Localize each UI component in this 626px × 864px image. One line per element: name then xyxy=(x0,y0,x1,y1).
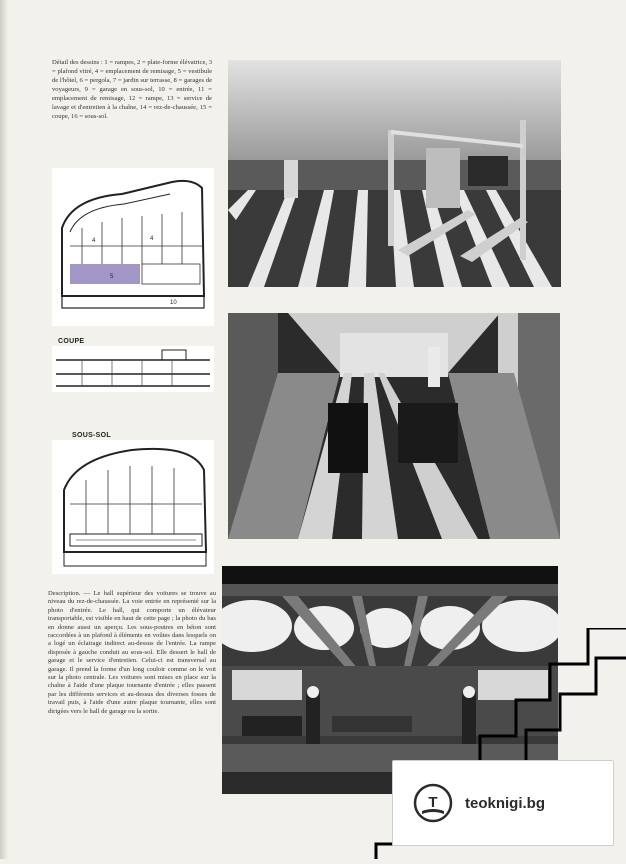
section-label: COUPE xyxy=(58,338,85,345)
badge-site-name: teoknigi.bg xyxy=(465,794,545,812)
basement-plan xyxy=(52,440,214,574)
section-drawing xyxy=(52,346,214,392)
svg-text:5: 5 xyxy=(110,274,114,280)
badge-logo-letter: T xyxy=(428,794,438,811)
svg-text:4: 4 xyxy=(92,238,96,244)
page-binding-edge xyxy=(0,0,8,859)
watermark-badge xyxy=(392,760,614,846)
svg-text:10: 10 xyxy=(170,300,177,306)
description-text: Description. — Le hall supérieur des voitures se trouve au niveau du rez-de-chaussée. La voie entrée en représenté sur la photo d'entrée. Le hall, qui comporte un élévateur transportable, est visible en haut de cette page ; la photo du bas en donne aussi un aperçu. Les sous-poutres en béton sont raccordées à un plafond à éléments en voûtes dans lesquels on a logé un éclairage indirect au-dessus de l'entrée. La rampe disposée à gauche conduit au sous-sol. Elle dessert le hall de garage et le service d'entretien. Celui-ci est transversal au garage. Il prend la forme d'un long couloir comme on le voit sur la photo centrale. Les voitures sont mises en place sur la chaîne à l'aide d'une plaque tournante d'entrée ; elles passent par les différents services et au-dessus des diverses fosses de travail puis, à l'aide d'une autre plaque tournante, elles sont dirigées vers le hall de garage ou la sortie. xyxy=(48,590,216,715)
ground-floor-plan xyxy=(52,168,214,326)
photo-upper-garage-hall xyxy=(228,60,561,287)
drawing-legend-caption: Détail des dessins : 1 = rampes, 2 = plate-forme élévatrice, 3 = plafond vitré, 4 = emplacement de remisage, 5 = vestibule de l'hôtel, 6 = pergola, 7 = jardin sur terrasse, 8 = garages de voyageurs, 9 = garage en sous-sol, 10 = entrée, 11 = emplacement de remisage, 12 = rampe, 13 = service de lavage et d'entretien à la chaîne, 14 = rez-de-chaussée, 15 = coupe, 16 = sous-sol. xyxy=(52,59,212,120)
photo-maintenance-corridor xyxy=(228,313,560,539)
book-t-logo-icon xyxy=(413,783,453,823)
svg-text:4: 4 xyxy=(150,236,154,242)
basement-label: SOUS-SOL xyxy=(72,432,111,439)
